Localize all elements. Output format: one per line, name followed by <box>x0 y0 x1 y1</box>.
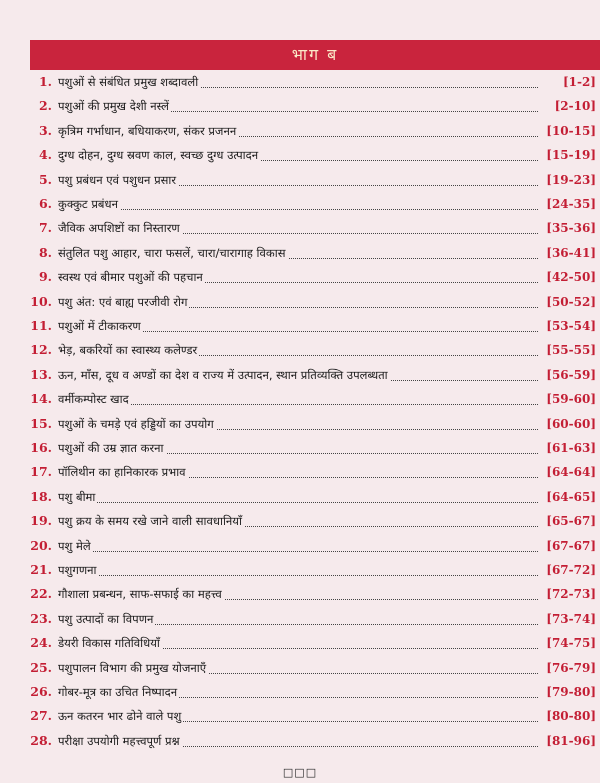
toc-page-range: [73-74] <box>546 611 596 626</box>
toc-row <box>0 389 600 409</box>
toc-page-range: [64-64] <box>546 465 596 480</box>
toc-row <box>0 145 600 165</box>
toc-title-text: डेयरी विकास गतिविधियाँ <box>58 636 160 651</box>
toc-number: 21. <box>30 562 52 577</box>
toc-title <box>58 682 538 702</box>
toc-title-text: पशुओं से संबंधित प्रमुख शब्दावली <box>58 75 199 89</box>
toc-title-text: कुक्कुट प्रबंधन <box>58 197 118 211</box>
toc-page-range: [1-2] <box>562 75 596 89</box>
toc-title <box>58 170 538 190</box>
toc-title-text: वर्मीकम्पोस्ट खाद <box>58 392 129 407</box>
toc-title <box>58 487 538 507</box>
toc-row <box>0 438 600 458</box>
toc-number: 28. <box>30 732 52 748</box>
toc-number: 1. <box>38 74 52 89</box>
toc-title <box>58 633 538 653</box>
toc-row <box>0 682 600 702</box>
toc-title <box>58 340 538 360</box>
toc-row <box>0 560 600 580</box>
section-header-label: भाग ब <box>291 45 339 64</box>
toc-page-range: [36-41] <box>546 245 596 260</box>
section-header-banner <box>30 40 600 70</box>
toc-number: 26. <box>30 684 52 699</box>
toc-title-text: संतुलित पशु आहार, चारा फसलें, चारा/चारागाह विकास <box>58 245 286 260</box>
toc-page-range: [79-80] <box>546 685 596 699</box>
toc-number: 19. <box>30 513 52 529</box>
toc-row <box>0 72 600 92</box>
toc-number: 15. <box>30 415 52 431</box>
toc-row <box>0 536 600 556</box>
toc-page-range: [67-67] <box>546 538 596 553</box>
toc-title-text: भेड़, बकरियों का स्वास्थ्य कलेण्डर <box>58 343 198 358</box>
toc-number: 4. <box>38 147 52 163</box>
toc-row <box>0 462 600 482</box>
toc-number: 20. <box>30 537 52 553</box>
toc-number: 24. <box>30 635 52 651</box>
toc-title <box>58 511 538 531</box>
toc-title <box>58 243 538 263</box>
toc-title <box>58 389 538 409</box>
toc-title-text: पशुओं के चमड़े एवं हड्डियों का उपयोग <box>58 416 214 431</box>
toc-title-text: पशुओं की उम्र ज्ञात करना <box>58 441 164 455</box>
toc-row <box>0 658 600 678</box>
toc-page-range: [53-54] <box>546 319 596 333</box>
toc-row <box>0 633 600 653</box>
toc-title-text: पशुओं की प्रमुख देशी नस्लें <box>58 99 169 114</box>
toc-row <box>0 584 600 604</box>
toc-title <box>58 121 538 141</box>
toc-page-range: [67-72] <box>546 563 596 577</box>
toc-number: 14. <box>30 391 52 407</box>
toc-title <box>58 96 538 116</box>
toc-title <box>58 731 538 751</box>
toc-number: 16. <box>30 440 52 455</box>
toc-row <box>0 194 600 214</box>
toc-title-text: पशुगणना <box>58 563 97 577</box>
toc-page-range: [50-52] <box>546 294 596 309</box>
toc-page-range: [35-36] <box>546 221 596 236</box>
toc-page-range: [64-65] <box>546 489 596 504</box>
toc-title-text: पशु बीमा <box>58 489 96 504</box>
toc-page-range: [80-80] <box>546 709 596 724</box>
toc-row <box>0 292 600 312</box>
toc-page-range: [19-23] <box>546 172 596 187</box>
toc-page-range: [65-67] <box>546 514 596 529</box>
toc-title <box>58 438 538 458</box>
toc-page-range: [59-60] <box>546 392 596 407</box>
toc-title <box>58 194 538 214</box>
toc-page-range: [24-35] <box>546 197 596 211</box>
toc-title <box>58 414 538 434</box>
toc-title-text: ऊन, माँस, दूध व अण्डों का देश व राज्य में उत्पादन, स्थान प्रतिव्यक्ति उपलब्धता <box>58 367 388 382</box>
toc-number: 17. <box>30 464 52 480</box>
toc-page-range: [15-19] <box>546 148 596 163</box>
toc-title <box>58 536 538 556</box>
toc-title <box>58 706 538 726</box>
toc-title-text: पशु मेले <box>58 538 91 553</box>
toc-page-range: [61-63] <box>546 441 596 455</box>
toc-title <box>58 267 538 287</box>
toc-number: 13. <box>30 366 52 382</box>
toc-title-text: पशु उत्पादों का विपणन <box>58 611 154 626</box>
toc-row <box>0 706 600 726</box>
toc-title-text: जैविक अपशिष्टों का निस्तारण <box>58 221 180 236</box>
toc-title-text: कृत्रिम गर्भाधान, बधियाकरण, संकर प्रजनन <box>58 123 237 138</box>
toc-title-text: परीक्षा उपयोगी महत्त्वपूर्ण प्रश्न <box>58 733 180 748</box>
toc-number: 10. <box>30 293 52 309</box>
toc-page-range: [2-10] <box>554 99 596 114</box>
toc-row <box>0 267 600 287</box>
toc-title <box>58 560 538 580</box>
toc-row <box>0 511 600 531</box>
toc-title <box>58 218 538 238</box>
end-mark: □□□ <box>282 766 318 779</box>
toc-row <box>0 96 600 116</box>
toc-row <box>0 218 600 238</box>
toc-title <box>58 72 538 92</box>
toc-title-text: गोबर-मूत्र का उचित निष्पादन <box>58 685 178 699</box>
toc-title-text: पशु अंत: एवं बाह्य परजीवी रोग <box>58 294 188 309</box>
toc-row <box>0 414 600 434</box>
toc-row <box>0 243 600 263</box>
toc-row <box>0 609 600 629</box>
toc-page-range: [56-59] <box>546 367 596 382</box>
toc-number: 6. <box>38 196 52 211</box>
toc-number: 12. <box>30 342 52 358</box>
toc-page-range: [10-15] <box>546 123 596 138</box>
toc-row <box>0 170 600 190</box>
toc-number: 8. <box>38 244 52 260</box>
toc-number: 23. <box>30 610 52 626</box>
toc-page-range: [81-96] <box>546 733 596 748</box>
toc-row <box>0 731 600 751</box>
toc-title-text: पॉलिथीन का हानिकारक प्रभाव <box>58 465 186 480</box>
toc-page-range: [76-79] <box>546 660 596 675</box>
toc-number: 2. <box>38 98 52 114</box>
toc-page-range: [60-60] <box>546 416 596 431</box>
toc-title-text: दुग्ध दोहन, दुग्ध स्रवण काल, स्वच्छ दुग्ध उत्पादन <box>58 148 259 163</box>
toc-number: 18. <box>30 488 52 504</box>
toc-number: 5. <box>38 171 52 187</box>
toc-row <box>0 316 600 336</box>
toc-page-range: [72-73] <box>546 587 596 602</box>
toc-title-text: गौशाला प्रबन्धन, साफ-सफाई का महत्त्व <box>58 587 222 602</box>
toc-number: 7. <box>38 220 52 236</box>
toc-title <box>58 145 538 165</box>
toc-title <box>58 609 538 629</box>
toc-row <box>0 121 600 141</box>
toc-title <box>58 316 538 336</box>
toc-title-text: पशु प्रबंधन एवं पशुधन प्रसार <box>58 172 177 187</box>
toc-page-range: [55-55] <box>546 343 596 358</box>
toc-title <box>58 462 538 482</box>
toc-row <box>0 365 600 385</box>
toc-row <box>0 340 600 360</box>
toc-title-text: पशुओं में टीकाकरण <box>58 319 141 333</box>
toc-title <box>58 365 538 385</box>
toc-page-range: [74-75] <box>546 636 596 651</box>
toc-number: 3. <box>38 122 52 138</box>
toc-title-text: पशु क्रय के समय रखे जाने वाली सावधानियाँ <box>58 514 242 529</box>
toc-title-text: पशुपालन विभाग की प्रमुख योजनाएँ <box>58 660 207 675</box>
toc-page-range: [42-50] <box>546 270 596 285</box>
toc-number: 22. <box>30 586 52 602</box>
toc-title <box>58 292 538 312</box>
toc-number: 9. <box>38 269 52 285</box>
toc-title-text: स्वस्थ एवं बीमार पशुओं की पहचान <box>58 270 203 285</box>
toc-number: 25. <box>30 659 52 675</box>
toc-title <box>58 658 538 678</box>
toc-number: 27. <box>30 708 52 724</box>
toc-title-text: ऊन कतरन भार ढोने वाले पशु <box>58 709 182 724</box>
toc-row <box>0 487 600 507</box>
toc-number: 11. <box>30 318 52 333</box>
toc-title <box>58 584 538 604</box>
